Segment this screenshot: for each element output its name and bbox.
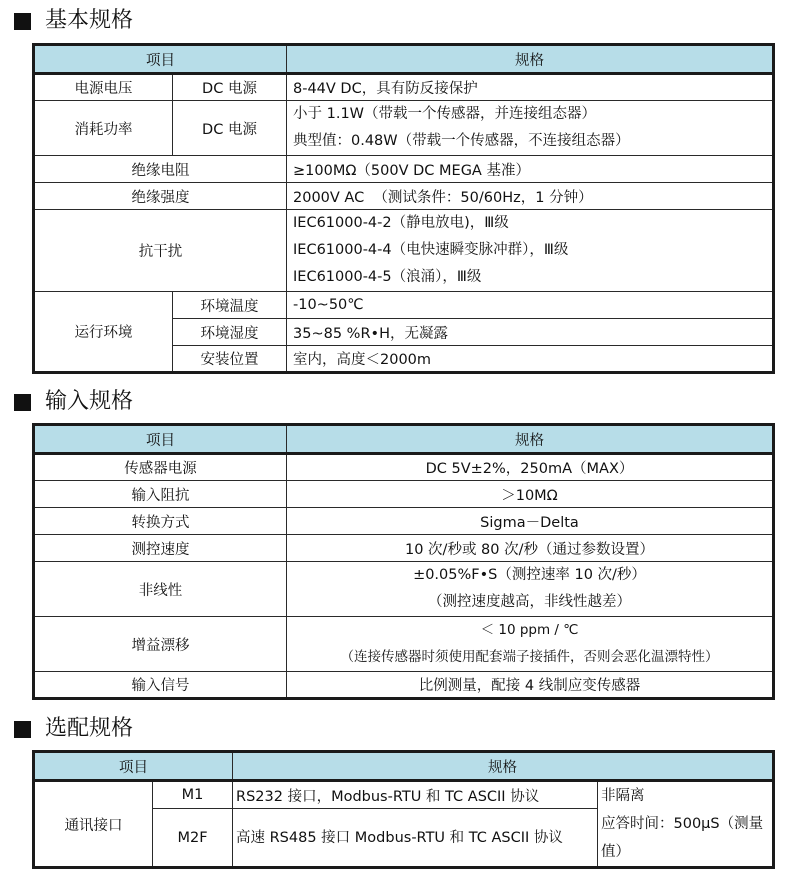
square-bullet-icon	[14, 721, 31, 738]
table-row	[34, 508, 774, 535]
section-title-options	[14, 716, 133, 742]
row-spec: -10~50℃	[287, 292, 774, 319]
header-item: 项目	[34, 752, 233, 781]
row-spec: 10 次/秒或 80 次/秒（通过参数设置）	[287, 535, 774, 562]
option-note	[598, 781, 774, 868]
row-spec: DC 5V±2%，250mA（MAX）	[287, 454, 774, 481]
row-spec: 2000V AC （测试条件：50/60Hz，1 分钟）	[287, 183, 774, 210]
spec-line: ±0.05%F•S（测控速率 10 次/秒）	[413, 567, 646, 583]
row-spec: Sigma－Delta	[287, 508, 774, 535]
spec-line: IEC61000-4-5（浪涌），Ⅲ级	[293, 269, 482, 285]
row-spec: 室内，高度＜2000m	[287, 346, 774, 373]
table-row	[34, 183, 774, 210]
options-spec-table	[32, 750, 775, 869]
header-item: 项目	[34, 425, 287, 454]
header-spec: 规格	[233, 752, 774, 781]
row-label: 绝缘电阻	[34, 156, 287, 183]
group-label: 通讯接口	[34, 781, 153, 868]
row-spec	[287, 210, 774, 292]
row-spec: ≥100MΩ（500V DC MEGA 基准）	[287, 156, 774, 183]
row-spec: 比例测量，配接 4 线制应变传感器	[287, 672, 774, 699]
row-spec: 8-44V DC，具有防反接保护	[287, 74, 774, 101]
row-label: 绝缘强度	[34, 183, 287, 210]
row-label: 测控速度	[34, 535, 287, 562]
row-label: 转换方式	[34, 508, 287, 535]
row-label: 消耗功率	[34, 101, 173, 156]
row-sub-label: DC 电源	[173, 74, 287, 101]
option-code: M2F	[153, 809, 233, 868]
spec-line: IEC61000-4-4（电快速瞬变脉冲群），Ⅲ级	[293, 242, 569, 258]
note-line: 应答时间：500μS（测量值）	[601, 816, 764, 860]
spec-line: IEC61000-4-2（静电放电)，Ⅲ级	[293, 215, 509, 231]
header-item: 项目	[34, 45, 287, 74]
table-row	[34, 210, 774, 292]
row-label: 抗干扰	[34, 210, 287, 292]
table-row	[34, 101, 774, 156]
row-label: 传感器电源	[34, 454, 287, 481]
row-sub-label: 安装位置	[173, 346, 287, 373]
table-row	[34, 617, 774, 672]
table-row	[34, 562, 774, 617]
row-sub-label: 环境湿度	[173, 319, 287, 346]
section-title-text: 选配规格	[45, 716, 134, 741]
spec-line: （测控速度越高，非线性越差）	[428, 594, 631, 610]
option-code: M1	[153, 781, 233, 809]
header-spec: 规格	[287, 45, 774, 74]
row-sub-label: 环境温度	[173, 292, 287, 319]
row-label: 电源电压	[34, 74, 173, 101]
row-label: 输入阻抗	[34, 481, 287, 508]
table-header	[34, 425, 774, 454]
spec-line: （连接传感器时须使用配套端子接插件，否则会恶化温漂特性）	[340, 649, 719, 665]
note-line: 非隔离	[601, 788, 645, 804]
square-bullet-icon	[14, 13, 31, 30]
square-bullet-icon	[14, 394, 31, 411]
basic-spec-table	[32, 43, 775, 374]
table-row	[34, 292, 774, 319]
row-spec	[287, 101, 774, 156]
header-spec: 规格	[287, 425, 774, 454]
row-label: 输入信号	[34, 672, 287, 699]
row-label: 增益漂移	[34, 617, 287, 672]
row-label: 运行环境	[34, 292, 173, 373]
table-header	[34, 752, 774, 781]
spec-line: 典型值：0.48W（带载一个传感器，不连接组态器）	[293, 133, 630, 149]
table-header	[34, 45, 774, 74]
row-spec	[287, 617, 774, 672]
option-spec: RS232 接口，Modbus-RTU 和 TC ASCII 协议	[233, 781, 598, 809]
row-spec: 35~85 %R•H，无凝露	[287, 319, 774, 346]
section-title-text: 输入规格	[45, 389, 134, 414]
spec-line: 小于 1.1W（带载一个传感器，并连接组态器）	[293, 106, 597, 122]
row-spec	[287, 562, 774, 617]
section-title-basic	[14, 8, 133, 34]
table-row	[34, 481, 774, 508]
table-row	[34, 454, 774, 481]
input-spec-table	[32, 423, 775, 700]
option-spec: 高速 RS485 接口 Modbus-RTU 和 TC ASCII 协议	[233, 809, 598, 868]
table-row	[34, 672, 774, 699]
section-title-input	[14, 389, 133, 415]
table-row	[34, 535, 774, 562]
spec-line: ＜ 10 ppm / ℃	[480, 622, 579, 638]
row-label: 非线性	[34, 562, 287, 617]
row-spec: ＞10MΩ	[287, 481, 774, 508]
section-title-text: 基本规格	[45, 8, 134, 33]
table-row	[34, 74, 774, 101]
table-row	[34, 156, 774, 183]
table-row	[34, 781, 774, 809]
row-sub-label: DC 电源	[173, 101, 287, 156]
